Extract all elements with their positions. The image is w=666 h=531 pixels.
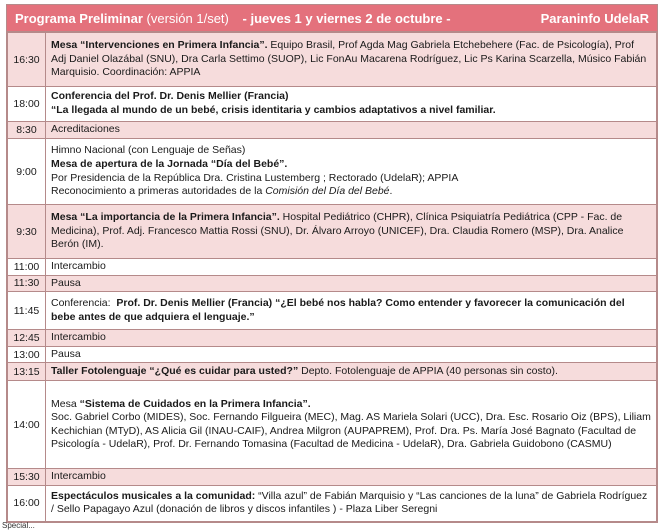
row-description — [46, 292, 657, 330]
row-text: Pausa — [46, 346, 657, 363]
program-dates: - jueves 1 y viernes 2 de octubre - — [242, 10, 451, 26]
row-time: 16:00 — [8, 485, 46, 521]
row-text: Equipo Brasil, Prof Agda Mag Gabriela Etchebehere (Fac. de Psicología), Prof Adj Daniel Olazábal (SNU), Dra Carla Settimo (SUOP), Lic FonAu Macarena Rodríguez, Lic Ps Karina Scarzella, Músico Fabián Marquisio. Coordinación: APPIA — [51, 39, 647, 79]
row-description — [46, 363, 657, 381]
row-title: “Sistema de Cuidados en la Primera Infancia”. — [79, 397, 311, 410]
row-time: 11:30 — [8, 275, 46, 292]
schedule-row-1400 — [8, 381, 657, 469]
row-title: Espectáculos musicales a la comunidad: — [51, 489, 256, 502]
row-time: 13:00 — [8, 346, 46, 363]
row-line-4-italic: Comisión del Día del Bebé — [265, 185, 390, 198]
schedule-row-1800 — [8, 87, 657, 122]
row-heading — [51, 398, 651, 412]
row-line-4-suffix: . — [389, 185, 393, 198]
row-subtitle: “La llegada al mundo de un bebé, crisis identitaria y cambios adaptativos a nivel familiar. — [51, 104, 496, 116]
row-prefix: Conferencia: — [51, 297, 111, 310]
row-time: 12:45 — [8, 330, 46, 347]
program-venue: Paraninfo UdelaR — [540, 10, 649, 26]
row-title: Mesa “Intervenciones en Primera Infancia”. — [51, 39, 268, 52]
row-time: 18:00 — [8, 87, 46, 122]
row-text: Pausa — [46, 275, 657, 292]
row-description — [46, 139, 657, 205]
row-time: 11:45 — [8, 292, 46, 330]
row-description — [46, 87, 657, 122]
schedule-row-1300 — [8, 346, 657, 363]
schedule-row-1145 — [8, 292, 657, 330]
row-title: Mesa “La importancia de la Primera Infancia”. — [51, 211, 280, 224]
row-text: Soc. Gabriel Corbo (MIDES), Soc. Fernando Filgueira (MEC), Mag. AS Mariela Solari (UCC), Dra. Esc. Rosario Oiz (BPS), Liliam Kechichian (MTyD), AS Alicia Gil (INAU-CAIF), Andrea Milgron (AUPAPREM), Prof. Dra. Ps. María José Bagnato (Facultad de Psicología - UdelaR), Prof. Dr. Fernando Tomasina (Facultad de Medicina - UdelaR), Dra. Gabriela Guidobono (CASMU) — [51, 411, 651, 451]
row-time: 16:30 — [8, 33, 46, 87]
row-time: 13:15 — [8, 363, 46, 381]
row-description — [46, 485, 657, 521]
row-time: 11:00 — [8, 259, 46, 276]
schedule-row-1530 — [8, 469, 657, 486]
row-text: Intercambio — [46, 469, 657, 486]
row-title: Taller Fotolenguaje “¿Qué es cuidar para usted?” — [51, 365, 299, 378]
row-line-3: Por Presidencia de la República Dra. Cristina Lustemberg ; Rectorado (UdelaR); APPIA — [51, 171, 459, 184]
row-title: Prof. Dr. Denis Mellier (Francia) “¿El bebé nos habla? Como entender y favorecer la comunicación del bebe antes de que adquiera el lenguaje.” — [51, 297, 625, 323]
schedule-row-1600 — [8, 485, 657, 521]
row-text: “Villa azul” de Fabián Marquisio y “Las canciones de la luna” de Gabriela Rodríguez / Sello Papagayo Azul (donación de libros y discos infantiles ) - Plaza Liber Seregni — [51, 489, 648, 516]
row-time: 8:30 — [8, 122, 46, 139]
program-title: Programa Preliminar — [15, 10, 143, 26]
row-time: 15:30 — [8, 469, 46, 486]
footer-text: Special... — [2, 521, 35, 530]
program-header — [7, 5, 657, 32]
program-table — [6, 4, 658, 523]
row-description — [46, 33, 657, 87]
schedule-row-1630 — [8, 33, 657, 87]
row-text: Acreditaciones — [46, 122, 657, 139]
row-text: Depto. Fotolenguaje de APPIA (40 personas sin costo). — [298, 365, 558, 378]
schedule-row-0900 — [8, 139, 657, 205]
schedule-row-0930 — [8, 205, 657, 259]
row-time: 9:00 — [8, 139, 46, 205]
row-title: Mesa de apertura de la Jornada “Día del Bebé”. — [51, 157, 288, 170]
row-time: 14:00 — [8, 381, 46, 469]
row-line-1: Himno Nacional (con Lenguaje de Señas) — [51, 144, 246, 157]
schedule-row-1245 — [8, 330, 657, 347]
row-title: Conferencia del Prof. Dr. Denis Mellier (Francia) — [51, 90, 289, 103]
schedule-row-1100 — [8, 259, 657, 276]
row-description — [46, 205, 657, 259]
schedule-table — [7, 32, 657, 522]
schedule-row-1130 — [8, 275, 657, 292]
row-line-4-prefix: Reconocimiento a primeras autoridades de la — [51, 185, 266, 198]
program-version: (versión 1/set) — [146, 10, 229, 26]
row-time: 9:30 — [8, 205, 46, 259]
row-text: Hospital Pediátrico (CHPR), Clínica Psiquiatría Pediátrica (CPP - Fac. de Medicina), Prof. Adj. Francesco Mattia Rossi (SNU), Dr. Álvaro Arroyo (UNICEF), Dra. Claudia Romero (MSP), Dra. Analice Berón (IM). — [51, 211, 624, 251]
row-description — [46, 381, 657, 469]
row-text: Intercambio — [46, 259, 657, 276]
schedule-row-1315 — [8, 363, 657, 381]
row-text: Intercambio — [46, 330, 657, 347]
row-line-4 — [51, 185, 651, 199]
row-prefix: Mesa — [51, 397, 80, 410]
header-title-group — [15, 11, 451, 26]
schedule-row-0830 — [8, 122, 657, 139]
